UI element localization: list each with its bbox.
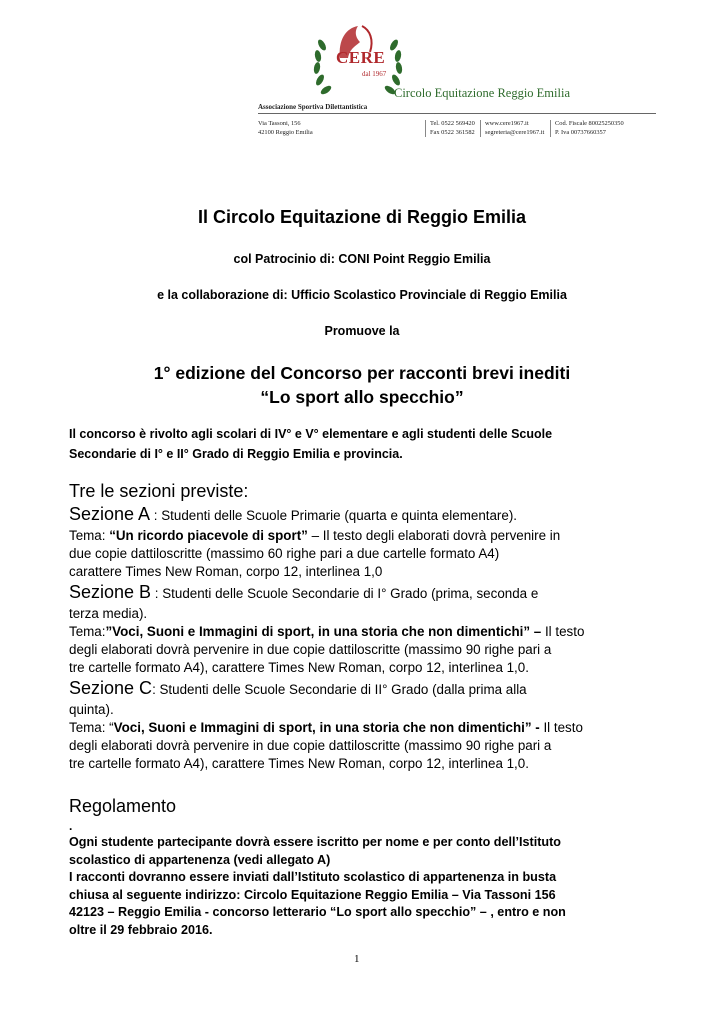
fax-number: Fax 0522 361582 (430, 129, 475, 136)
letterhead-divider (258, 113, 656, 114)
tema-label: Tema: (69, 528, 110, 543)
section-a-desc: : Studenti delle Scuole Primarie (quarta e quinta elementare). (150, 508, 518, 523)
regolamento-heading: Regolamento (69, 796, 177, 816)
section-c-line-3: tre cartelle formato A4), carattere Times New Roman, corpo 12, interlinea 1,0. (69, 756, 529, 771)
logo-since-text: dal 1967 (362, 70, 387, 78)
section-c-line-1: Il testo (539, 720, 583, 735)
section-b-title: Sezione B (69, 582, 152, 602)
edition-title-line-1: 1° edizione del Concorso per racconti brevi inediti (153, 363, 571, 383)
edition-title (0, 361, 724, 409)
association-type: Associazione Sportiva Dilettantistica (258, 103, 368, 111)
section-a-tema (69, 527, 669, 545)
section-b-desc-2: terza media). (69, 606, 148, 621)
regolamento-line: oltre il 29 febbraio 2016. (69, 922, 213, 937)
section-b-tema (69, 623, 669, 641)
regolamento-line: chiusa al seguente indirizzo: Circolo Equitazione Reggio Emilia – Via Tassoni 156 (69, 887, 556, 902)
regolamento-line: Ogni studente partecipante dovrà essere iscritto per nome e per conto dell’Istituto (69, 835, 561, 849)
sections-heading: Tre le sezioni previste: (69, 481, 249, 501)
section-b-line-3: tre cartelle formato A4), carattere Times New Roman, corpo 12, interlinea 1,0. (69, 660, 529, 675)
page-number: 1 (354, 953, 360, 965)
intro-paragraph (69, 424, 669, 464)
vat-number: P. Iva 00737660357 (555, 129, 606, 136)
address-line-1: Via Tassoni, 156 (258, 120, 301, 127)
promotes-line: Promuove la (324, 324, 400, 338)
regolamento-line: I racconti dovranno essere inviati dall’Istituto scolastico di appartenenza in busta (69, 870, 557, 885)
contact-address (258, 119, 313, 137)
intro-line-1: Il concorso è rivolto agli scolari di IV° e V° elementare e agli studenti delle Scuole (69, 427, 553, 441)
regolamento-line: scolastico di appartenenza (vedi allegato A) (69, 852, 331, 867)
sections-block (69, 479, 669, 773)
separator-line (480, 120, 481, 137)
section-c-tema-title: Voci, Suoni e Immagini di sport, in una storia che non dimentichi” - (113, 720, 540, 735)
document-title: Il Circolo Equitazione di Reggio Emilia (197, 207, 527, 227)
section-c-desc-2: quinta). (69, 702, 114, 717)
regolamento-dot: . (69, 819, 73, 833)
tema-label: Tema: “ (69, 720, 114, 735)
patronage-line: col Patrocinio di: CONI Point Reggio Emilia (233, 252, 491, 266)
tema-label: Tema: (69, 624, 106, 639)
tax-code: Cod. Fiscale 80025250350 (555, 120, 624, 127)
section-c-header (69, 677, 669, 701)
section-b-header (69, 581, 669, 605)
phone-number: Tel. 0522 569420 (430, 120, 475, 127)
contact-tax (555, 119, 624, 137)
contact-web (485, 119, 544, 137)
section-a-tema-title: “Un ricordo piacevole di sport” (109, 528, 308, 543)
separator-line (425, 120, 426, 137)
section-c-tema (69, 719, 669, 737)
section-c-desc: : Studenti delle Scuole Secondarie di II° Grado (dalla prima alla (152, 682, 527, 697)
section-a-line-1: – Il testo degli elaborati dovrà pervenire in (307, 528, 561, 543)
collaboration-line: e la collaborazione di: Ufficio Scolastico Provinciale di Reggio Emilia (157, 288, 567, 302)
section-a-line-3: carattere Times New Roman, corpo 12, interlinea 1,0 (69, 564, 383, 579)
section-c-title: Sezione C (69, 678, 153, 698)
section-b-line-1: Il testo (541, 624, 585, 639)
section-b-tema-title: ”Voci, Suoni e Immagini di sport, in una storia che non dimentichi” – (105, 624, 542, 639)
regolamento-text (69, 834, 669, 940)
intro-line-2: Secondarie di I° e II° Grado di Reggio Emilia e provincia. (69, 447, 403, 461)
contact-phone (430, 119, 475, 137)
section-a-line-2: due copie dattiloscritte (massimo 60 righe pari a due cartelle formato A4) (69, 546, 500, 561)
section-b-line-2: degli elaborati dovrà pervenire in due copie dattiloscritte (massimo 90 righe pari a (69, 642, 552, 657)
section-b-desc: : Studenti delle Scuole Secondarie di I° Grado (prima, seconda e (151, 586, 539, 601)
section-a-header (69, 503, 669, 527)
edition-title-line-2: “Lo sport allo specchio” (260, 387, 464, 407)
section-c-line-2: degli elaborati dovrà pervenire in due copie dattiloscritte (massimo 90 righe pari a (69, 738, 552, 753)
website-link[interactable]: www.cere1967.it (485, 120, 529, 127)
section-a-title: Sezione A (69, 504, 151, 524)
regolamento-line: 42123 – Reggio Emilia - concorso letterario “Lo sport allo specchio” – , entro e non (69, 905, 566, 920)
separator-line (550, 120, 551, 137)
address-line-2: 42100 Reggio Emilia (258, 129, 313, 136)
organization-name: Circolo Equitazione Reggio Emilia (394, 86, 571, 100)
logo-brand-text: CERE (336, 48, 386, 67)
email-link[interactable]: segreteria@cere1967.it (485, 129, 545, 136)
